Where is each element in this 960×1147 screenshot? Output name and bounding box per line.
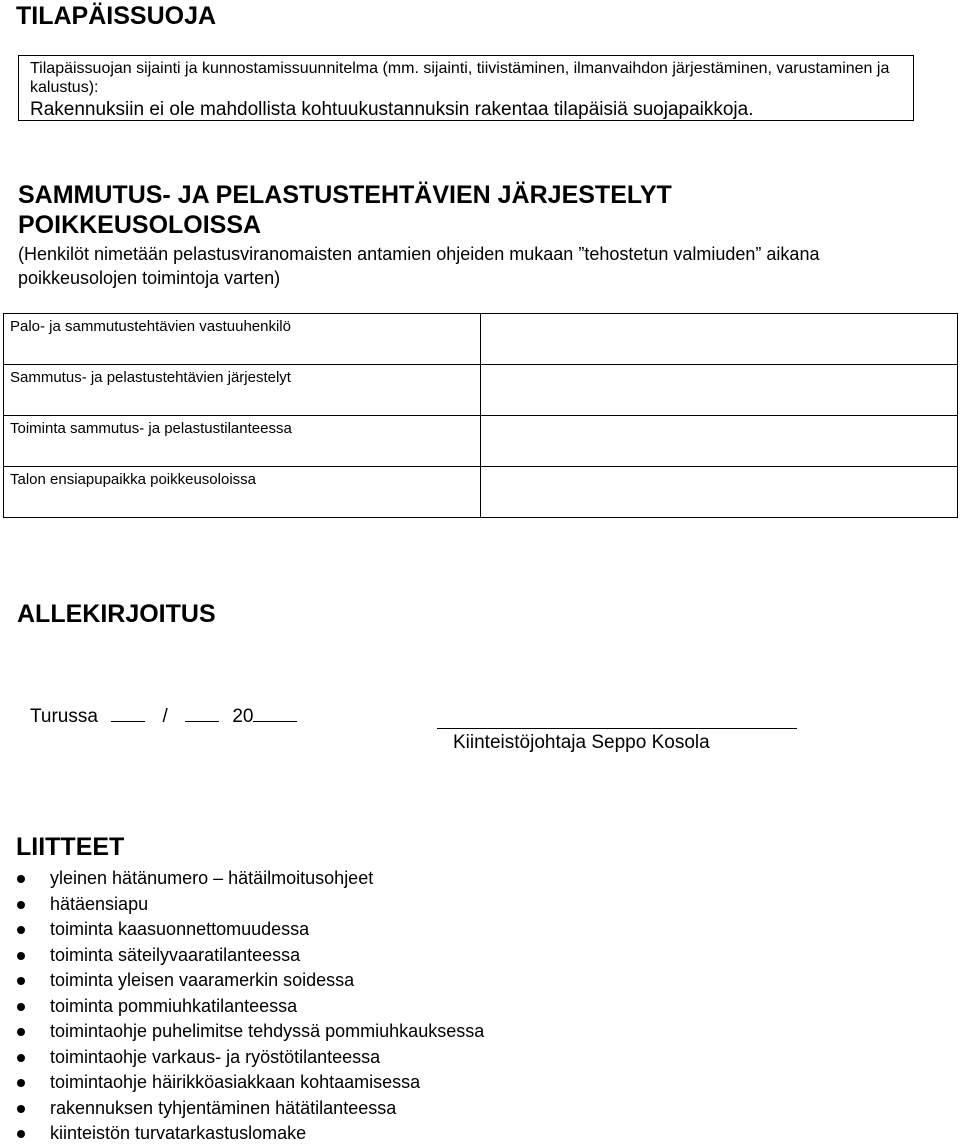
signer-name: Kiinteistöjohtaja Seppo Kosola [453,732,710,753]
section-title [18,180,672,240]
list-item: toimintaohje häirikköasiakkaan kohtaamisessa [16,1070,484,1096]
section-title-line2: POIKKEUSOLOISSA [18,211,262,239]
bullet-icon [17,1130,25,1138]
section-note: (Henkilöt nimetään pelastusviranomaisten antamien ohjeiden mukaan ”tehostetun valmiuden” aikana poikkeusolojen toimintoja varten) [18,244,820,288]
list-item: toiminta pommiuhkatilanteessa [16,994,484,1020]
table-row [4,314,958,365]
bullet-icon [17,901,25,909]
bullet-icon [17,1003,25,1011]
bullet-icon [17,1105,25,1113]
bullet-icon [17,1054,25,1062]
section-title-line1: SAMMUTUS- JA PELASTUSTEHTÄVIEN JÄRJESTELYT [18,181,672,209]
row-value-field[interactable] [481,314,958,365]
bullet-icon [17,1079,25,1087]
list-item: toimintaohje varkaus- ja ryöstötilanteessa [16,1045,484,1071]
bullet-icon [17,977,25,985]
shelter-box [18,55,914,121]
year-prefix: 20 [232,706,254,727]
list-item: toiminta säteilyvaaratilanteessa [16,943,484,969]
shelter-label: Tilapäissuojan sijainti ja kunnostamissuunnitelma (mm. sijainti, tiivistäminen, ilmanvaihdon järjestäminen, varustaminen ja kalustus): [30,60,890,96]
shelter-value: Rakennuksiin ei ole mahdollista kohtuukustannuksin rakentaa tilapäisiä suojapaikkoja. [30,99,754,120]
attachments-title: LIITTEET [16,833,125,861]
signature-place: Turussa [30,706,98,727]
day-blank[interactable] [111,720,145,722]
row-label: Talon ensiapupaikka poikkeusoloissa [4,467,481,518]
attachments-list [16,866,484,1147]
year-blank[interactable] [253,720,297,722]
signature-title: ALLEKIRJOITUS [17,600,216,628]
month-blank[interactable] [185,720,219,722]
row-label: Toiminta sammutus- ja pelastustilanteessa [4,416,481,467]
list-item: hätäensiapu [16,892,484,918]
list-item: toimintaohje puhelimitse tehdyssä pommiuhkauksessa [16,1019,484,1045]
page-title: TILAPÄISSUOJA [16,2,217,30]
table-row [4,467,958,518]
list-item: toiminta yleisen vaaramerkin soidessa [16,968,484,994]
table-row [4,365,958,416]
signature-date-line [30,706,297,728]
row-value-field[interactable] [481,365,958,416]
list-item: kiinteistön turvatarkastuslomake [16,1121,484,1147]
responsibility-table [3,313,958,518]
signature-rule[interactable] [437,728,797,729]
date-separator: / [162,706,168,727]
bullet-icon [17,1028,25,1036]
row-label: Sammutus- ja pelastustehtävien järjestelyt [4,365,481,416]
row-label: Palo- ja sammutustehtävien vastuuhenkilö [4,314,481,365]
table-row [4,416,958,467]
row-value-field[interactable] [481,467,958,518]
list-item: toiminta kaasuonnettomuudessa [16,917,484,943]
bullet-icon [17,926,25,934]
bullet-icon [17,875,25,883]
row-value-field[interactable] [481,416,958,467]
list-item: yleinen hätänumero – hätäilmoitusohjeet [16,866,484,892]
list-item: rakennuksen tyhjentäminen hätätilanteessa [16,1096,484,1122]
bullet-icon [17,952,25,960]
